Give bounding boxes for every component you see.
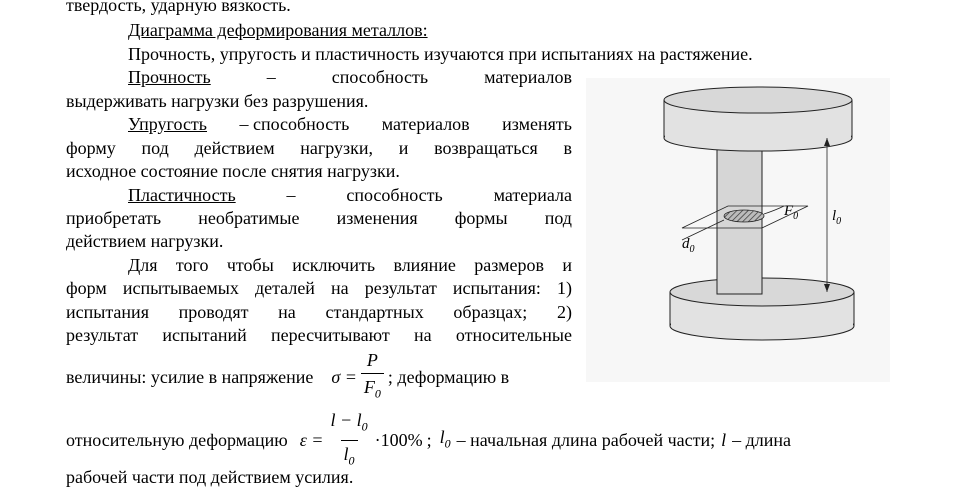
word: испытываемых [122, 278, 239, 298]
var-l0: $l_0$ [439, 426, 451, 451]
stress-text-end: ; деформацию в [387, 366, 510, 387]
plastic-line [128, 184, 572, 206]
word: результат [66, 325, 139, 345]
section-heading: Диаграмма деформирования металлов: [128, 20, 428, 40]
word: – способность [239, 114, 350, 134]
var-l: l [721, 430, 727, 451]
word: образцах; [453, 302, 528, 322]
fraction-numerator: P [366, 350, 378, 370]
word: материалов [484, 67, 572, 87]
text-line-0: твердость, ударную вязкость. [66, 0, 291, 15]
word: 1) [556, 278, 572, 298]
word: форм [66, 278, 107, 298]
word: изменения [336, 208, 418, 228]
word: приобретать [66, 208, 162, 228]
word: под [141, 138, 169, 158]
word: – [286, 185, 296, 205]
elastic-line [128, 113, 572, 135]
plastic-line-2 [66, 207, 572, 229]
term-plasticity: Пластичность [128, 185, 236, 205]
top-disk [664, 87, 852, 151]
fraction-numerator [327, 409, 370, 440]
word: чтобы [226, 255, 274, 275]
strain-text-end: – длина [732, 430, 792, 451]
word: формы [454, 208, 508, 228]
term-strength: Прочность [128, 67, 211, 87]
stress-text: величины: усилие в напряжение [66, 366, 314, 387]
specimen-figure [586, 78, 890, 382]
para-line-4 [66, 324, 572, 346]
strength-line [128, 66, 572, 88]
word: и [398, 138, 409, 158]
label-area: $F_0$ [784, 203, 799, 222]
strain-text: относительную деформацию [66, 430, 288, 451]
word: способность [331, 67, 429, 87]
subscript: 0 [374, 386, 381, 401]
word: пересчитывают [271, 325, 390, 345]
word: испытания: [452, 278, 541, 298]
cross-section-area [724, 210, 764, 222]
elastic-line-2 [66, 137, 572, 159]
strain-text-mid: – начальная длина рабочей части; [456, 430, 716, 451]
word: деталей [254, 278, 315, 298]
word: размеров [474, 255, 544, 275]
word: действием [194, 138, 275, 158]
word: того [175, 255, 209, 275]
term-elasticity: Упругость [128, 114, 208, 134]
word: на [331, 278, 349, 298]
var-den: l [343, 443, 349, 464]
word: в [563, 138, 572, 158]
word: 2) [557, 302, 572, 322]
epsilon-symbol: ε = [299, 430, 324, 451]
var-f: F [363, 377, 375, 397]
word: исключить [292, 255, 376, 275]
label-length: $l_0$ [832, 208, 842, 227]
word: под [544, 208, 572, 228]
subscript: 0 [348, 453, 355, 468]
word: стандартных [325, 302, 424, 322]
word: Для [128, 255, 158, 275]
word: результат [364, 278, 437, 298]
para-line-3 [66, 301, 572, 323]
word: нагрузки, [300, 138, 374, 158]
word: изменять [502, 114, 572, 134]
word: испытаний [162, 325, 247, 345]
word: материалов [381, 114, 470, 134]
strain-fraction [327, 409, 370, 471]
word: проводят [178, 302, 249, 322]
strain-line [66, 409, 791, 471]
word: – [266, 67, 276, 87]
word: способность [346, 185, 443, 205]
separator: ; [426, 430, 432, 451]
word: возвращаться [434, 138, 538, 158]
var-num: l − l [330, 410, 362, 430]
last-line: рабочей части под действием усилия. [66, 467, 354, 487]
word: относительные [455, 325, 572, 345]
plastic-line-3: действием нагрузки. [66, 231, 224, 251]
stress-fraction [361, 349, 384, 405]
stress-line [66, 349, 509, 405]
word: влияние [393, 255, 456, 275]
word: на [278, 302, 296, 322]
fraction-denominator [361, 373, 384, 405]
intro-line: Прочность, упругость и пластичность изучаются при испытаниях на растяжение. [128, 44, 753, 64]
word: испытания [66, 302, 149, 322]
sigma-symbol: σ = [331, 366, 357, 387]
word: материала [493, 185, 572, 205]
word: на [413, 325, 432, 345]
word: и [562, 255, 572, 275]
strength-line-2: выдерживать нагрузки без разрушения. [66, 91, 369, 111]
percent-factor: ·100% [374, 430, 423, 451]
label-diameter: $d_0$ [682, 236, 695, 255]
para-line-2 [66, 277, 572, 299]
elastic-line-3: исходное состояние после снятия нагрузки. [66, 161, 400, 181]
word: форму [66, 138, 116, 158]
para-line-1 [128, 254, 572, 276]
word: необратимые [198, 208, 300, 228]
subscript: 0 [361, 419, 368, 434]
